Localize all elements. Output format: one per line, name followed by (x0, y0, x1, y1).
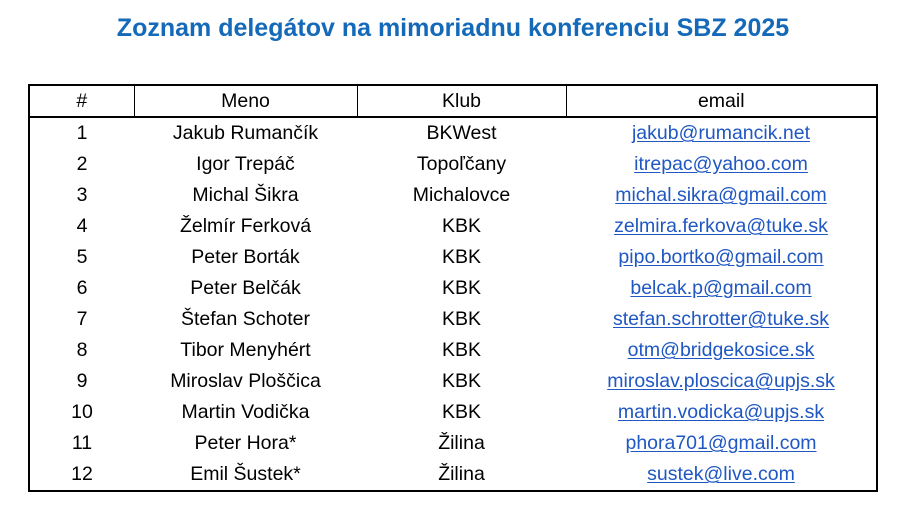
email-link[interactable]: miroslav.ploscica@upjs.sk (607, 370, 835, 392)
delegate-club: KBK (441, 308, 482, 330)
delegate-name: Emil Šustek* (134, 459, 357, 491)
delegate-email-cell (566, 397, 877, 428)
delegate-name: Peter Hora* (194, 432, 297, 454)
delegate-club: KBK (441, 277, 482, 299)
table-row (29, 273, 877, 304)
column-header-email: email (566, 85, 877, 117)
email-link[interactable]: zelmira.ferkova@tuke.sk (614, 215, 828, 237)
delegate-club: KBK (441, 370, 482, 392)
email-link[interactable]: michal.sikra@gmail.com (615, 184, 827, 206)
delegates-table (28, 84, 878, 492)
row-number: 6 (29, 273, 134, 304)
delegate-email-cell (566, 211, 877, 242)
email-link[interactable]: pipo.bortko@gmail.com (618, 246, 824, 268)
table-row (29, 366, 877, 397)
row-number: 5 (29, 242, 134, 273)
row-number: 7 (29, 304, 134, 335)
delegate-club: KBK (441, 215, 482, 237)
email-link[interactable]: martin.vodicka@upjs.sk (617, 401, 825, 423)
email-link[interactable]: stefan.schrotter@tuke.sk (613, 308, 829, 330)
delegate-name: Michal Šikra (192, 184, 299, 206)
delegate-name: Tibor Menyhért (180, 339, 311, 361)
delegate-club: BKWest (426, 122, 497, 144)
table-row (29, 149, 877, 180)
delegate-email-cell (566, 335, 877, 366)
row-number: 11 (29, 428, 134, 459)
delegate-email-cell (566, 304, 877, 335)
row-number: 9 (29, 366, 134, 397)
delegate-name: Miroslav Ploščica (170, 370, 321, 392)
delegate-club: Topoľčany (416, 153, 507, 175)
delegate-email-cell (566, 117, 877, 149)
delegate-name: Martin Vodička (181, 401, 310, 423)
delegate-email-cell (566, 459, 877, 491)
delegate-name: Štefan Schoter (181, 308, 310, 330)
delegate-name: Jakub Rumančík (172, 122, 319, 144)
table-row (29, 211, 877, 242)
table-row (29, 304, 877, 335)
delegate-email-cell (566, 180, 877, 211)
email-link[interactable]: belcak.p@gmail.com (630, 277, 812, 299)
delegate-club: Žilina (438, 432, 485, 454)
delegate-email-cell (566, 273, 877, 304)
delegate-club: Michalovce (412, 184, 511, 206)
delegate-name: Igor Trepáč (196, 153, 295, 175)
delegate-name: Peter Belčák (190, 277, 301, 299)
row-number: 12 (29, 459, 134, 491)
column-header-name: Meno (134, 85, 357, 117)
email-link[interactable]: sustek@live.com (647, 463, 795, 485)
table-row (29, 180, 877, 211)
email-link[interactable]: jakub@rumancik.net (631, 122, 811, 144)
table-row (29, 459, 877, 491)
row-number: 3 (29, 180, 134, 211)
row-number: 10 (29, 397, 134, 428)
delegate-name: Želmír Ferková (179, 215, 312, 237)
delegate-email-cell (566, 428, 877, 459)
row-number: 8 (29, 335, 134, 366)
email-link[interactable]: phora701@gmail.com (625, 432, 817, 454)
table-row (29, 335, 877, 366)
table-row (29, 242, 877, 273)
delegate-club: KBK (441, 246, 482, 268)
email-link[interactable]: otm@bridgekosice.sk (627, 339, 815, 361)
page-title: Zoznam delegátov na mimoriadnu konferenciu SBZ 2025 (116, 14, 790, 42)
delegate-email-cell (566, 242, 877, 273)
delegate-email-cell (566, 366, 877, 397)
table-row (29, 428, 877, 459)
column-header-club: Klub (357, 85, 566, 117)
delegate-email-cell (566, 149, 877, 180)
delegate-club: Žilina (357, 459, 566, 491)
delegate-name: Peter Borták (191, 246, 300, 268)
email-link[interactable]: itrepac@yahoo.com (634, 153, 808, 175)
delegate-club: KBK (441, 401, 482, 423)
delegate-club: KBK (441, 339, 482, 361)
row-number: 2 (29, 149, 134, 180)
table-header-row (29, 85, 877, 117)
row-number: 1 (29, 117, 134, 149)
table-row (29, 397, 877, 428)
table-row (29, 117, 877, 149)
row-number: 4 (29, 211, 134, 242)
column-header-number: # (29, 85, 134, 117)
